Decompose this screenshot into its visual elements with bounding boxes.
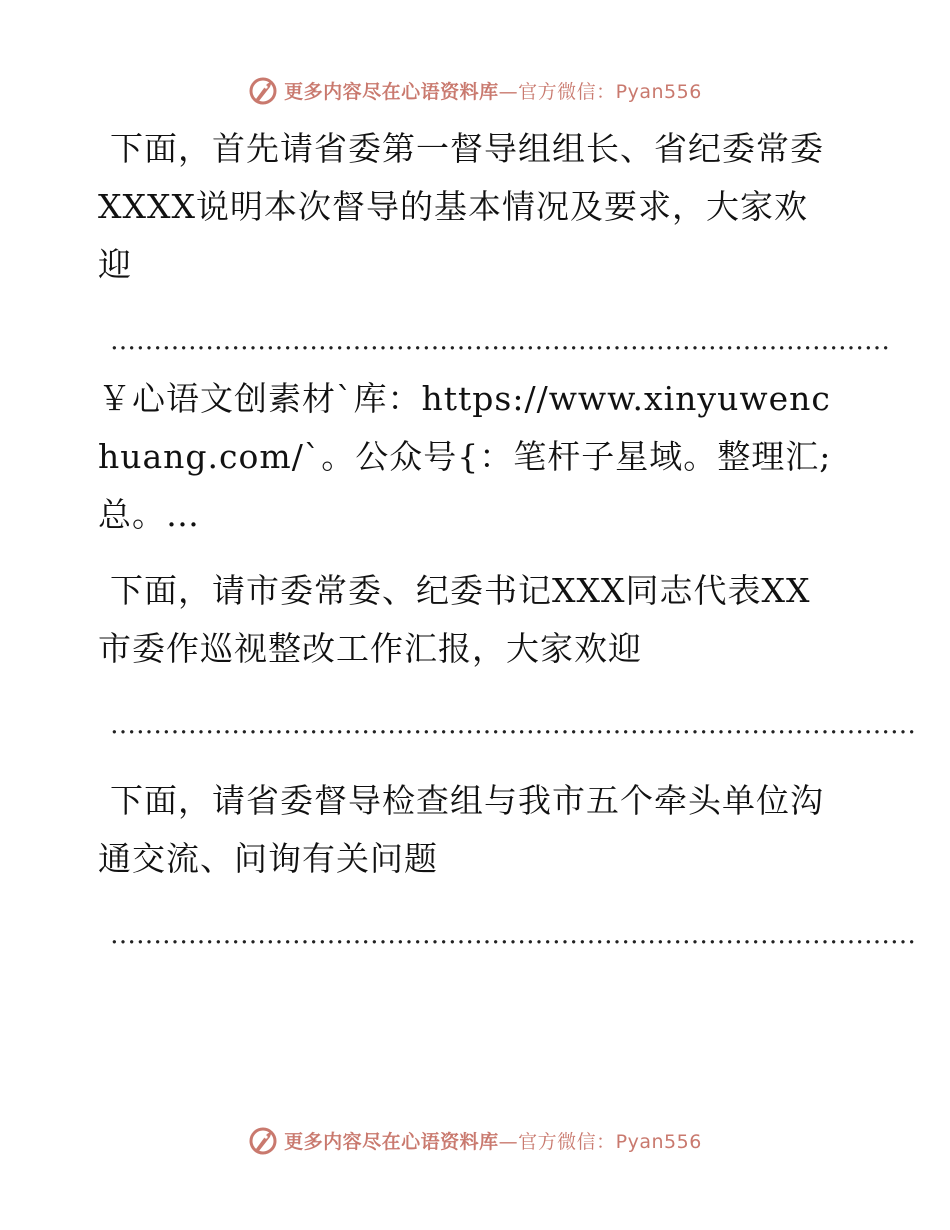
paragraph-3: 下面，请市委常委、纪委书记XXX同志代表XX市委作巡视整改工作汇报，大家欢迎: [98, 571, 811, 668]
ellipsis-line-2: …………………………………………………………………………………: [110, 710, 916, 740]
footer-banner: [0, 1120, 950, 1160]
document-body: [98, 120, 916, 964]
ellipsis-line-3: …………………………………………………………………………………: [110, 920, 916, 950]
paragraph-4: 下面，请省委督导检查组与我市五个牵头单位沟通交流、问询有关问题: [98, 781, 824, 878]
ellipsis-line-1: ………………………………………………………………………………: [110, 326, 890, 356]
footer-banner-text: 更多内容尽在心语资料库—官方微信：Pyan556: [284, 1130, 702, 1153]
header-banner: [0, 70, 950, 110]
header-banner-text: 更多内容尽在心语资料库—官方微信：Pyan556: [284, 80, 702, 103]
pen-nib-logo-icon: [248, 75, 278, 105]
paragraph-1: 下面，首先请省委第一督导组组长、省纪委常委XXXX说明本次督导的基本情况及要求，大家欢迎: [98, 129, 824, 284]
pen-nib-logo-icon: [248, 1125, 278, 1155]
paragraph-2: ￥心语文创素材`库：https://www.xinyuwenchuang.com/`。公众号{：笔杆子星域。整理汇;总。…: [98, 379, 832, 534]
